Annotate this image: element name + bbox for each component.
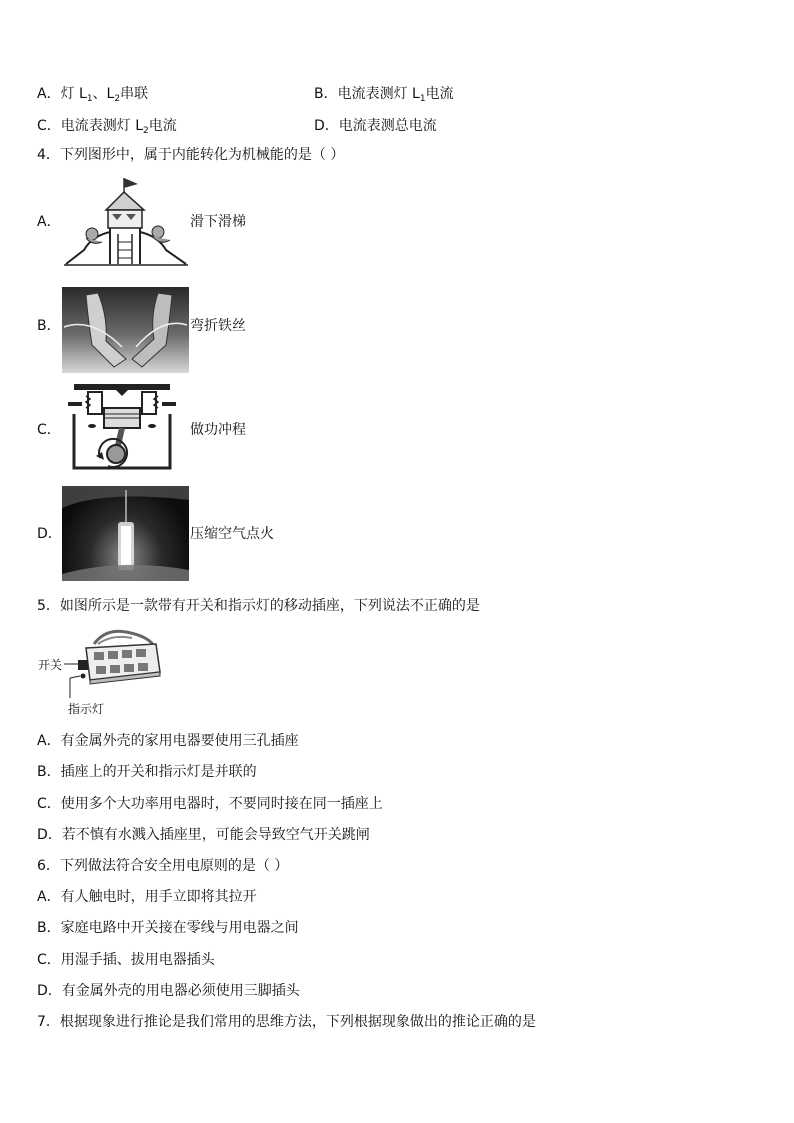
option-letter: D． bbox=[314, 118, 339, 134]
q4-option-d-letter: D． bbox=[37, 526, 62, 542]
subscript: 2 bbox=[114, 94, 121, 104]
q3-option-a bbox=[37, 83, 148, 104]
bending-wire-image bbox=[62, 287, 189, 373]
q6-option-a: A．有人触电时，用手立即将其拉开 bbox=[37, 889, 257, 905]
option-text: 灯 L bbox=[60, 86, 87, 102]
option-text: 电流 bbox=[425, 86, 454, 102]
q5-option-b: B．插座上的开关和指示灯是并联的 bbox=[37, 764, 257, 780]
q5-option-a: A．有金属外壳的家用电器要使用三孔插座 bbox=[37, 733, 299, 749]
engine-stroke-image bbox=[66, 382, 178, 472]
q5-stem: 5．如图所示是一款带有开关和指示灯的移动插座，下列说法不正确的是 bbox=[37, 598, 480, 614]
air-ignition-image bbox=[62, 486, 189, 581]
subscript: 1 bbox=[86, 94, 93, 104]
option-text: 、L bbox=[92, 86, 115, 102]
option-text: 电流表测灯 L bbox=[337, 86, 420, 102]
q3-options-row-2 bbox=[37, 115, 737, 136]
subscript: 1 bbox=[419, 94, 426, 104]
option-letter: A． bbox=[37, 86, 61, 102]
switch-label: 开关 bbox=[38, 658, 63, 672]
subscript: 2 bbox=[143, 126, 149, 136]
option-text: 电流 bbox=[148, 118, 177, 134]
q5-option-c: C．使用多个大功率用电器时，不要同时接在同一插座上 bbox=[37, 796, 383, 812]
q4-option-c-label: 做功冲程 bbox=[190, 422, 246, 438]
option-letter: B． bbox=[314, 86, 338, 102]
q4-option-b-label: 弯折铁丝 bbox=[190, 318, 246, 334]
q6-option-d: D．有金属外壳的用电器必须使用三脚插头 bbox=[37, 983, 300, 999]
q3-options-row-1 bbox=[37, 83, 737, 104]
q6-option-c: C．用湿手插、拔用电器插头 bbox=[37, 952, 215, 968]
q4-option-d-label: 压缩空气点火 bbox=[190, 526, 274, 542]
q6-stem: 6．下列做法符合安全用电原则的是（ ） bbox=[37, 858, 289, 874]
q4-option-c-letter: C． bbox=[37, 422, 61, 438]
q3-option-c bbox=[37, 115, 177, 136]
option-text: 电流表测总电流 bbox=[338, 118, 437, 134]
q3-option-b bbox=[314, 83, 454, 104]
q4-option-a-label: 滑下滑梯 bbox=[190, 214, 246, 230]
q6-option-b: B．家庭电路中开关接在零线与用电器之间 bbox=[37, 920, 299, 936]
q4-option-b-letter: B． bbox=[37, 318, 61, 334]
option-letter: C． bbox=[37, 118, 61, 134]
q3-option-d bbox=[314, 115, 437, 135]
q4-stem: 4．下列图形中，属于内能转化为机械能的是（ ） bbox=[37, 147, 345, 163]
option-text: 串联 bbox=[120, 86, 149, 102]
q7-stem: 7．根据现象进行推论是我们常用的思维方法，下列根据现象做出的推论正确的是 bbox=[37, 1014, 536, 1030]
slide-image bbox=[62, 174, 190, 267]
q5-option-d: D．若不慎有水溅入插座里，可能会导致空气开关跳闸 bbox=[37, 827, 370, 843]
option-text: 电流表测灯 L bbox=[60, 118, 144, 134]
q4-option-a-letter: A． bbox=[37, 214, 61, 230]
indicator-label: 指示灯 bbox=[68, 702, 105, 716]
